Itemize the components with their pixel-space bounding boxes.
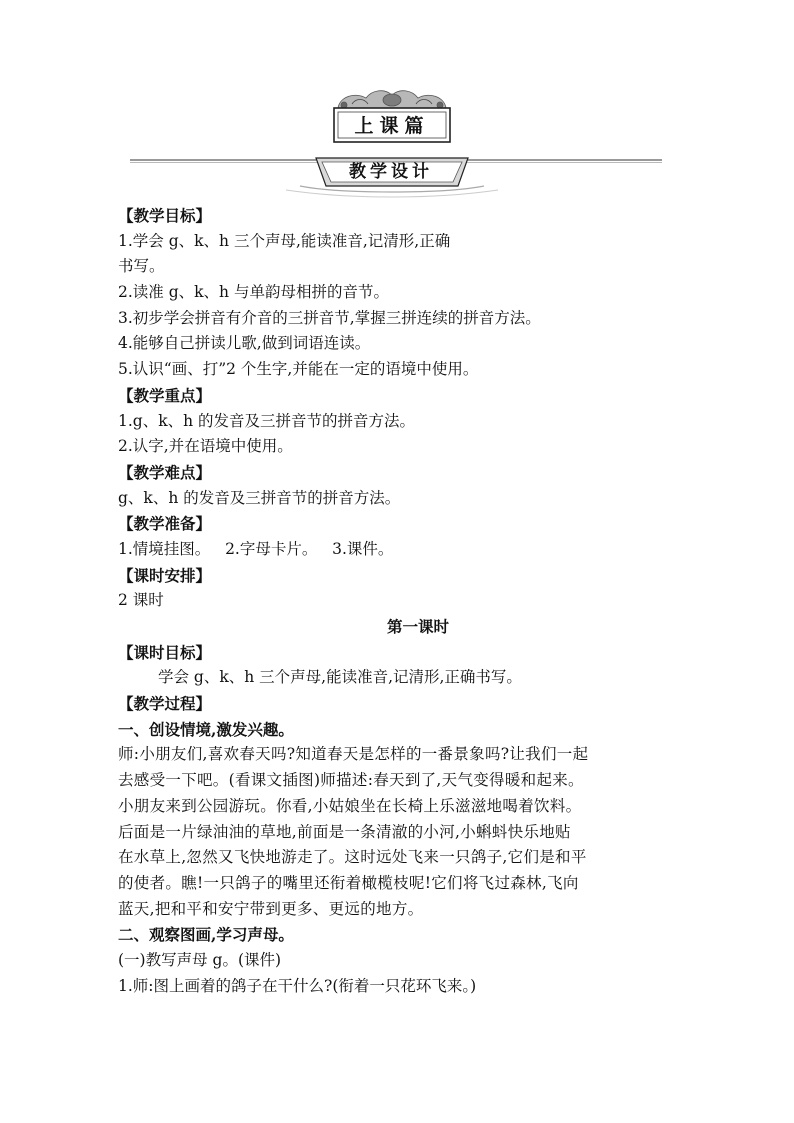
- paragraph-line: 师:小朋友们,喜欢春天吗?知道春天是怎样的一番景象吗?让我们一起: [118, 745, 589, 764]
- banner-title-top: 上课篇: [354, 115, 430, 137]
- paragraph-line: 去感受一下吧。(看课文插图)师描述:春天到了,天气变得暖和起来。: [118, 771, 584, 790]
- header-banner: [0, 0, 794, 200]
- paragraph-line: 蓝天,把和平和安宁带到更多、更远的地方。: [118, 899, 424, 918]
- goal-line: 书写。: [118, 257, 165, 276]
- preparation-heading: 【教学准备】: [118, 514, 212, 534]
- step2-question: 1.师:图上画着的鸽子在干什么?(衔着一只花环飞来。): [118, 976, 477, 995]
- key-points-heading: 【教学重点】: [118, 385, 212, 405]
- goal-line: 5.认识“画、打”2 个生字,并能在一定的语境中使用。: [118, 360, 479, 379]
- process-heading: 【教学过程】: [118, 694, 212, 714]
- goal-line: 3.初步学会拼音有介音的三拼音节,掌握三拼连续的拼音方法。: [118, 308, 541, 327]
- paragraph-line: 在水草上,忽然又飞快地游走了。这时远处飞来一只鸽子,它们是和平: [118, 848, 587, 867]
- step2-heading: 二、观察图画,学习声母。: [118, 925, 294, 945]
- lesson-goal-line: 学会 g、k、h 三个声母,能读准音,记清形,正确书写。: [158, 668, 522, 687]
- schedule-heading: 【课时安排】: [118, 565, 212, 585]
- goal-line: 2.读准 g、k、h 与单韵母相拼的音节。: [118, 283, 389, 302]
- scroll-ornament-icon: [338, 91, 446, 108]
- schedule-line: 2 课时: [118, 591, 164, 610]
- step1-paragraph: [118, 742, 698, 922]
- lesson-goal-heading: 【课时目标】: [118, 642, 212, 662]
- document-body: [118, 203, 698, 999]
- goals-heading: 【教学目标】: [118, 206, 212, 225]
- key-point-line: 1.g、k、h 的发音及三拼音节的拼音方法。: [118, 411, 416, 430]
- lesson-title: 第一课时: [386, 617, 449, 636]
- paragraph-line: 后面是一片绿油油的草地,前面是一条清澈的小河,小蝌蚪快乐地贴: [118, 822, 571, 841]
- paragraph-line: 的使者。瞧!一只鸽子的嘴里还衔着橄榄枝呢!它们将飞过森林,飞向: [118, 873, 579, 892]
- difficult-points-heading: 【教学难点】: [118, 462, 212, 482]
- banner-title-bottom: 教学设计: [349, 162, 433, 182]
- key-point-line: 2.认字,并在语境中使用。: [118, 437, 293, 456]
- goal-line: 1.学会 g、k、h 三个声母,能读准音,记清形,正确: [118, 231, 451, 250]
- step2-subheading: (一)教写声母 g。(课件): [118, 950, 282, 969]
- preparation-line: 1.情境挂图。 2.字母卡片。 3.课件。: [118, 539, 394, 558]
- step1-heading: 一、创设情境,激发兴趣。: [118, 719, 294, 739]
- goal-line: 4.能够自己拼读儿歌,做到词语连读。: [118, 334, 371, 353]
- paragraph-line: 小朋友来到公园游玩。你看,小姑娘坐在长椅上乐滋滋地喝着饮料。: [118, 796, 582, 815]
- difficult-point-line: g、k、h 的发音及三拼音节的拼音方法。: [118, 488, 401, 507]
